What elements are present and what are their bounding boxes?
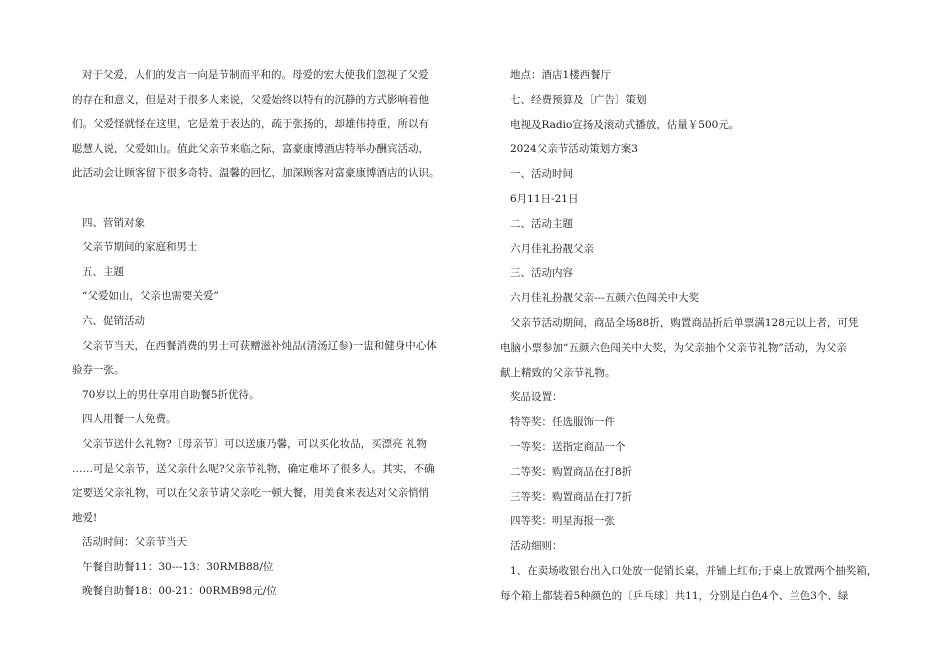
dinner-buffet-price: 晚餐自助餐18：00-21：00RMB98元/位 — [82, 585, 277, 598]
lunch-buffet-price: 午餐自助餐11：30---13：30RMB88/位 — [82, 560, 274, 573]
event-location: 地点：酒店1楼西餐厅 — [510, 69, 612, 81]
intro-paragraph-line: 们。父爱怪就怪在这里，它是羞于表达的，疏于张扬的，却雄伟持重，所以有 — [72, 118, 429, 131]
section-body: 电视及Radio宣扬及滚动式播放，估量￥500元。 — [510, 118, 740, 131]
section-body: 6月11日-21日 — [510, 192, 579, 205]
rules-paragraph-line: 1、在卖场收银台出入口处放一促销长桌，并铺上红布;于桌上放置两个抽奖箱， — [510, 564, 878, 577]
content-paragraph-line: 电脑小票参加“五颜六色闯关中大奖，为父亲抽个父亲节礼物”活动，为父亲 — [500, 341, 847, 354]
section-heading: 三、活动内容 — [510, 267, 573, 280]
gift-paragraph-line: 父亲节送什么礼物?〔母亲节〕可以送康乃馨，可以买化妆品，买漂亮 礼物 — [82, 437, 427, 450]
prize-item: 四等奖：明星海报一张 — [510, 515, 615, 528]
rules-heading: 活动细则： — [510, 540, 563, 553]
right-column — [500, 63, 890, 609]
section-heading: 二、活动主题 — [510, 217, 573, 230]
prize-item: 特等奖：任选服饰一件 — [510, 416, 615, 429]
activity-time: 活动时间：父亲节当天 — [82, 536, 187, 549]
prize-item: 三等奖：购置商品在打7折 — [510, 490, 633, 503]
section-body: 六月佳礼扮靓父亲---五颜六色闯关中大奖 — [510, 292, 700, 305]
intro-paragraph-line: 的存在和意义，但是对于很多人来说，父爱始终以特有的沉静的方式影响着他 — [72, 93, 429, 106]
section-body: “父爱如山，父亲也需要关爱” — [82, 290, 219, 303]
section-heading: 四、营销对象 — [82, 216, 145, 229]
promo-group-offer: 四人用餐一人免费。 — [82, 413, 177, 426]
promo-paragraph-line: 验券一张。 — [72, 364, 125, 377]
prize-item: 二等奖：购置商品在打8折 — [510, 465, 633, 478]
prize-item: 一等奖：送指定商品一个 — [510, 440, 626, 453]
plan-title: 2024父亲节活动策划方案3 — [510, 143, 638, 156]
promo-paragraph-line: 父亲节当天，在西餐消费的男士可获赠滋补炖品(清汤辽参)一盅和健身中心体 — [82, 339, 437, 352]
content-paragraph-line: 父亲节活动期间，商品全场88折，购置商品折后单票满128元以上者，可凭 — [510, 316, 859, 329]
section-heading: 七、经费预算及〔广告〕策划 — [510, 93, 647, 106]
left-column — [72, 63, 462, 604]
gift-paragraph-line: 定要送父亲礼物，可以在父亲节请父亲吃一顿大餐，用美食来表达对父亲悄悄 — [72, 487, 429, 500]
blank-line — [72, 186, 462, 211]
gift-paragraph-line: 地爱! — [72, 511, 98, 524]
section-body: 父亲节期间的家庭和男士 — [82, 241, 198, 254]
promo-senior-discount: 70岁以上的男仕享用自助餐5折优待。 — [82, 388, 260, 401]
section-body: 六月佳礼扮靓父亲 — [510, 242, 594, 255]
gift-paragraph-line: ……可是父亲节，送父亲什么呢?父亲节礼物，确定难坏了很多人。其实，不确 — [72, 462, 435, 475]
content-paragraph-line: 献上精致的父亲节礼物。 — [500, 366, 616, 379]
section-heading: 一、活动时间 — [510, 168, 573, 181]
intro-paragraph-line: 此活动会让顾客留下很多奇特、温馨的回忆，加深顾客对富豪康博酒店的认识。 — [72, 167, 440, 180]
prize-settings-heading: 奖品设置： — [510, 391, 563, 404]
intro-paragraph-line: 对于父爱，人们的发言一向是节制而平和的。母爱的宏大使我们忽视了父爱 — [82, 69, 429, 81]
rules-paragraph-line: 每个箱上都装着5种颜色的〔乒乓球〕共11，分别是白色4个、兰色3个、绿 — [500, 589, 849, 602]
section-heading: 五、主题 — [82, 265, 124, 278]
intro-paragraph-line: 聪慧人说，父爱如山。值此父亲节来临之际，富豪康博酒店特举办酬宾活动， — [72, 142, 429, 155]
section-heading: 六、促销活动 — [82, 314, 145, 327]
